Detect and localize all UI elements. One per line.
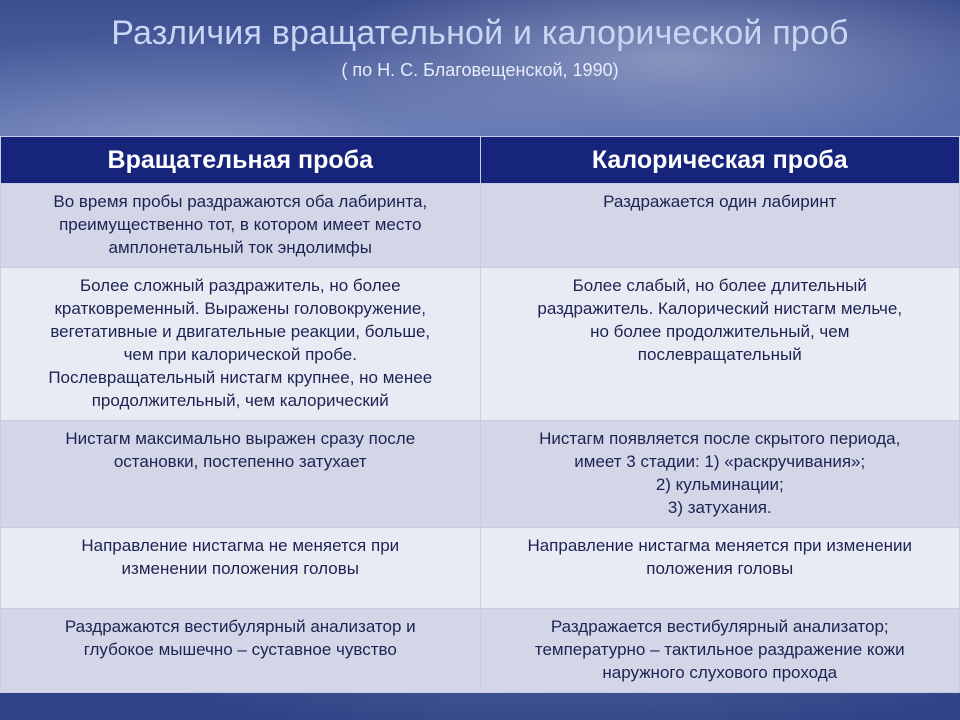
slide-subtitle: ( по Н. С. Благовещенской, 1990) xyxy=(341,60,619,80)
table-row xyxy=(1,268,960,421)
header-rotational-test: Вращательная проба xyxy=(1,137,481,184)
table-cell xyxy=(1,268,481,421)
table-cell xyxy=(1,421,481,528)
table-cell xyxy=(480,421,960,528)
table-cell xyxy=(480,268,960,421)
cell-text: Направление нистагма меняется при изменении положения головы xyxy=(527,536,913,578)
cell-text: Нистагм максимально выражен сразу после остановки, постепенно затухает xyxy=(65,429,416,471)
table-cell xyxy=(480,609,960,693)
table-cell xyxy=(1,609,481,693)
cell-text: Раздражаются вестибулярный анализатор и глубокое мышечно – суставное чувство xyxy=(64,617,416,659)
cell-text: Раздражается вестибулярный анализатор; температурно – тактильное раздражение кожи наружного слухового прохода xyxy=(534,617,905,682)
cell-text: Более сложный раздражитель, но более кратковременный. Выражены головокружение, вегетативные и двигательные реакции, больше, чем при калорической пробе. Послевращательный нистагм крупнее, но менее продолжительный, чем калорический xyxy=(48,276,433,410)
table-row xyxy=(1,528,960,609)
header-caloric-test: Калорическая проба xyxy=(480,137,960,184)
table-row xyxy=(1,421,960,528)
comparison-table xyxy=(0,136,960,693)
table-cell xyxy=(480,528,960,609)
table-cell xyxy=(480,184,960,268)
table-row xyxy=(1,609,960,693)
table-cell xyxy=(1,184,481,268)
cell-text: Направление нистагма не меняется при изменении положения головы xyxy=(81,536,400,578)
cell-text: Во время пробы раздражаются оба лабиринта, преимущественно тот, в котором имеет место амплонетальный ток эндолимфы xyxy=(53,192,428,257)
slide-title: Различия вращательной и калорической проб xyxy=(111,14,849,52)
table-row xyxy=(1,184,960,268)
table-cell xyxy=(1,528,481,609)
cell-text: Раздражается один лабиринт xyxy=(603,192,837,211)
cell-text: Нистагм появляется после скрытого периода, имеет 3 стадии: 1) «раскручивания»; 2) кульминации; 3) затухания. xyxy=(539,429,901,517)
table-header-row xyxy=(1,137,960,184)
cell-text: Более слабый, но более длительный раздражитель. Калорический нистагм мельче, но более продолжительный, чем послевращательный xyxy=(537,276,903,364)
